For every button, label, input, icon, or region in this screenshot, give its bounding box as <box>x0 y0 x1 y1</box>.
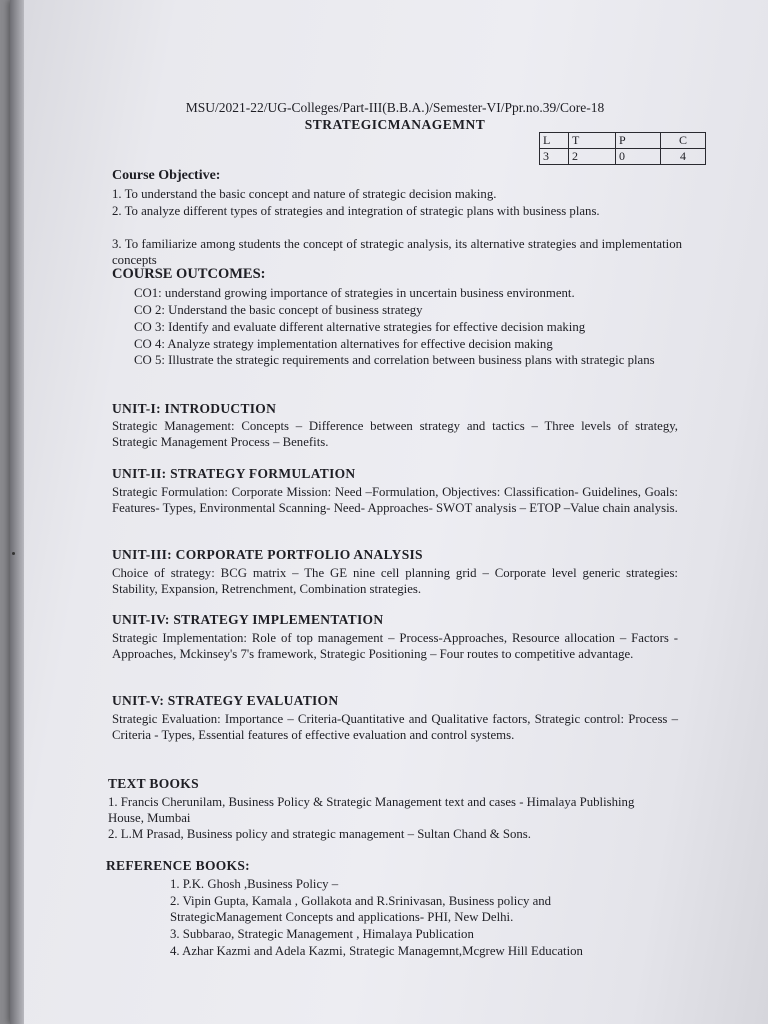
unit-5-body: Strategic Evaluation: Importance – Criteria-Quantitative and Qualitative factors, Strategic control: Process – Criteria - Types, Essential features of effective evaluation and control systems. <box>112 712 678 742</box>
text-books-heading: TEXT BOOKS <box>108 776 199 791</box>
course-code: MSU/2021-22/UG-Colleges/Part-III(B.B.A.)/Semester-VI/Ppr.no.39/Core-18 <box>185 100 605 115</box>
ltpc-value-p: 0 <box>616 149 661 165</box>
unit-1-title: UNIT-I: INTRODUCTION <box>112 401 277 416</box>
ltpc-table <box>539 132 706 165</box>
ltpc-value-c: 4 <box>661 149 706 165</box>
unit-5-title: UNIT-V: STRATEGY EVALUATION <box>112 693 339 708</box>
unit-2-title: UNIT-II: STRATEGY FORMULATION <box>112 466 356 481</box>
unit-3-body: Choice of strategy: BCG matrix – The GE nine cell planning grid – Corporate level generic strategies: Stability, Expansion, Retrenchment, Combination strategies. <box>112 566 678 596</box>
ltpc-header-p: P <box>616 133 661 149</box>
unit-4-body: Strategic Implementation: Role of top management – Process-Approaches, Resource allocation – Factors - Approaches, Mckinsey's 7's framework, Strategic Positioning – Four routes to competitive advantage. <box>112 631 678 661</box>
objective-item: 1. To understand the basic concept and nature of strategic decision making. <box>112 187 497 201</box>
ltpc-value-l: 3 <box>540 149 569 165</box>
ltpc-value-t: 2 <box>569 149 616 165</box>
outcome-item: CO 2: Understand the basic concept of business strategy <box>134 303 423 317</box>
objective-item: 3. To familiarize among students the concept of strategic analysis, its alternative strategies and implementation concepts <box>112 237 682 267</box>
reference-book-item: 3. Subbarao, Strategic Management , Himalaya Publication <box>170 927 474 941</box>
unit-1-body: Strategic Management: Concepts – Difference between strategy and tactics – Three levels of strategy, Strategic Management Process – Benefits. <box>112 419 678 449</box>
ltpc-header-row <box>540 133 706 149</box>
unit-3-title: UNIT-III: CORPORATE PORTFOLIO ANALYSIS <box>112 547 423 562</box>
ltpc-header-c: C <box>661 133 706 149</box>
unit-4-title: UNIT-IV: STRATEGY IMPLEMENTATION <box>112 612 384 627</box>
ltpc-header-t: T <box>569 133 616 149</box>
ltpc-value-row <box>540 149 706 165</box>
outcome-item: CO 3: Identify and evaluate different alternative strategies for effective decision making <box>134 320 586 334</box>
reference-book-item: 2. Vipin Gupta, Kamala , Gollakota and R.Srinivasan, Business policy and StrategicManagement Concepts and applications- PHI, New Delhi. <box>170 894 552 924</box>
unit-2-body: Strategic Formulation: Corporate Mission: Need –Formulation, Objectives: Classification- Guidelines, Goals: Features- Types, Environmental Scanning- Need- Approaches- SWOT analysis – ETOP –Value chain analysis. <box>112 485 678 515</box>
course-objective-heading: Course Objective: <box>112 168 221 183</box>
text-book-item: 1. Francis Cherunilam, Business Policy & Strategic Management text and cases - Himalaya Publishing House, Mumbai <box>108 795 635 825</box>
ltpc-header-l: L <box>540 133 569 149</box>
course-title: STRATEGICMANAGEMNT <box>304 117 486 132</box>
reference-book-item: 4. Azhar Kazmi and Adela Kazmi, Strategic Managemnt,Mcgrew Hill Education <box>170 944 583 958</box>
outcome-item: CO 5: Illustrate the strategic requirements and correlation between business plans with strategic plans <box>134 353 655 367</box>
objective-item: 2. To analyze different types of strategies and integration of strategic plans with business plans. <box>112 204 600 218</box>
course-outcomes-heading: COURSE OUTCOMES: <box>112 266 266 282</box>
outcome-item: CO1: understand growing importance of strategies in uncertain business environment. <box>134 286 575 300</box>
reference-book-item: 1. P.K. Ghosh ,Business Policy – <box>170 877 339 891</box>
outcome-item: CO 4: Analyze strategy implementation alternatives for effective decision making <box>134 337 553 351</box>
reference-books-heading: REFERENCE BOOKS: <box>106 858 250 873</box>
text-book-item: 2. L.M Prasad, Business policy and strategic management – Sultan Chand & Sons. <box>108 827 531 841</box>
